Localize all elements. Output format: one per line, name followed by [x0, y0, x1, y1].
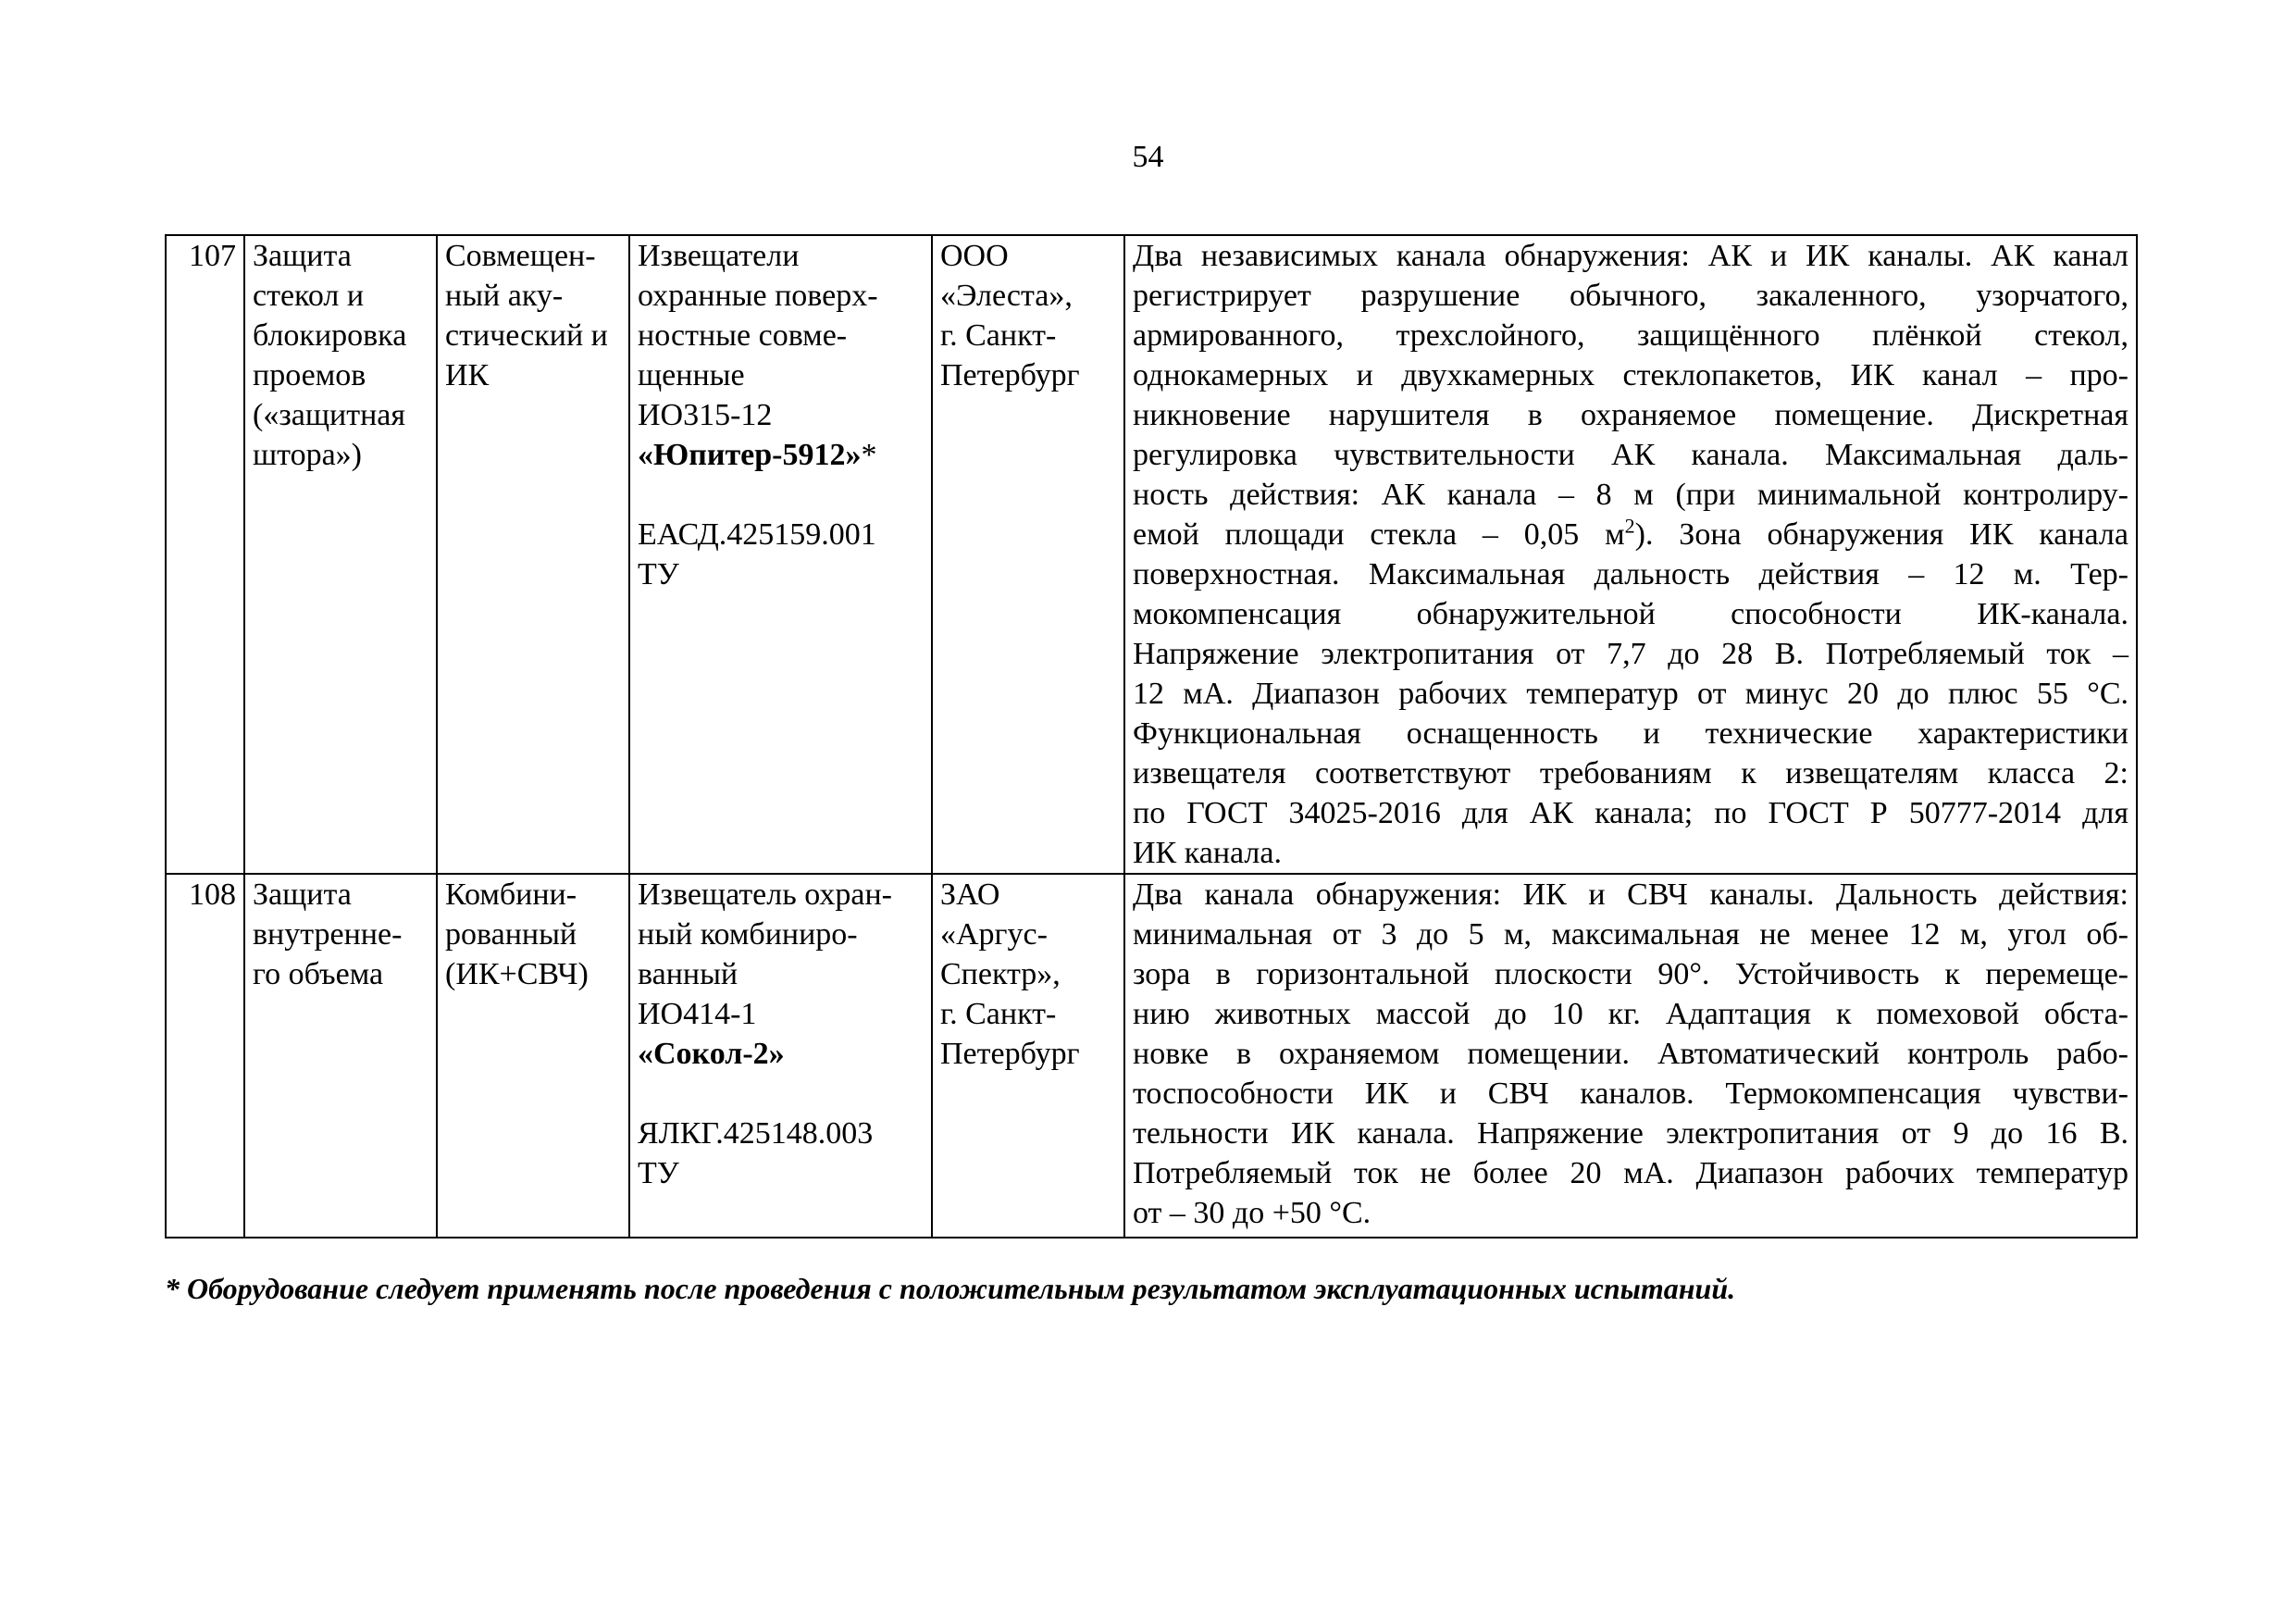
- description-line-last: от – 30 до +50 °С.: [1133, 1196, 1371, 1230]
- model-name: «Сокол-2»: [638, 1037, 785, 1071]
- description-line: 12 мА. Диапазон рабочих температур от минус 20 до плюс 55 °С.: [1133, 677, 2128, 711]
- description-line: поверхностная. Максимальная дальность действия – 12 м. Тер-: [1133, 557, 2128, 591]
- description-line: новке в охраняемом помещении. Автоматический контроль рабо-: [1133, 1037, 2128, 1071]
- maker-line: г. Санкт-: [940, 997, 1057, 1031]
- purpose-line: блокировка: [253, 318, 407, 353]
- page-number: 54: [1132, 140, 1164, 174]
- purpose-line: проемов: [253, 358, 366, 392]
- purpose-line: внутренне-: [253, 917, 403, 952]
- name-line: ванный: [638, 957, 738, 991]
- name-cell: [629, 874, 932, 1238]
- type-cell: [437, 235, 629, 874]
- table-row: [166, 235, 2137, 874]
- description-line-area: [1133, 515, 2128, 554]
- maker-line: ЗАО: [940, 877, 1000, 912]
- name-line: ИО414-1: [638, 997, 757, 1031]
- row-number: 107: [166, 235, 244, 874]
- type-line: Совмещен-: [445, 239, 596, 273]
- maker-line: Петербург: [940, 1037, 1080, 1071]
- spacer: [638, 1074, 924, 1114]
- maker-cell: [932, 235, 1124, 874]
- name-line: охранные поверх-: [638, 279, 878, 313]
- area-text: емой площади стекла – 0,05 м: [1133, 517, 1625, 552]
- name-cell: [629, 235, 932, 874]
- equipment-table: [165, 234, 2138, 1238]
- description-line: минимальная от 3 до 5 м, максимальная не менее 12 м, угол об-: [1133, 917, 2128, 952]
- maker-cell: [932, 874, 1124, 1238]
- description-line: нию животных массой до 10 кг. Адаптация к помеховой обста-: [1133, 997, 2128, 1031]
- spec-line: ЕАСД.425159.001: [638, 517, 876, 552]
- description-line: Напряжение электропитания от 7,7 до 28 В. Потребляемый ток –: [1133, 637, 2128, 671]
- model-footnote-mark: *: [861, 438, 877, 472]
- type-cell: [437, 874, 629, 1238]
- maker-line: ООО: [940, 239, 1009, 273]
- maker-line: «Аргус-: [940, 917, 1048, 952]
- purpose-line: («защитная: [253, 398, 406, 432]
- purpose-line: штора»): [253, 438, 363, 472]
- spec-line: ТУ: [638, 1156, 679, 1190]
- description-line: ность действия: АК канала – 8 м (при минимальной контролиру-: [1133, 478, 2128, 512]
- type-line: рованный: [445, 917, 577, 952]
- purpose-cell: [244, 874, 437, 1238]
- name-line: Извещатели: [638, 239, 800, 273]
- spacer: [638, 475, 924, 515]
- row-number: 108: [166, 874, 244, 1238]
- purpose-line: Защита: [253, 239, 352, 273]
- description-line-last: ИК канала.: [1133, 836, 1282, 870]
- description-cell: [1124, 874, 2137, 1238]
- type-line: стический и: [445, 318, 608, 353]
- description-line: однокамерных и двухкамерных стеклопакетов, ИК канал – про-: [1133, 358, 2128, 392]
- area-superscript: 2: [1624, 514, 1635, 538]
- description-line: Функциональная оснащенность и технические характеристики: [1133, 716, 2128, 751]
- maker-line: «Элеста»,: [940, 279, 1073, 313]
- spec-line: ЯЛКГ.425148.003: [638, 1116, 874, 1151]
- description-line: по ГОСТ 34025-2016 для АК канала; по ГОСТ Р 50777-2014 для: [1133, 796, 2128, 830]
- purpose-line: Защита: [253, 877, 352, 912]
- description-line: Два канала обнаружения: ИК и СВЧ каналы. Дальность действия:: [1133, 877, 2128, 912]
- description-line: тельности ИК канала. Напряжение электропитания от 9 до 16 В.: [1133, 1116, 2128, 1151]
- description-line: зора в горизонтальной плоскости 90°. Устойчивость к перемеще-: [1133, 957, 2128, 991]
- type-line: (ИК+СВЧ): [445, 957, 589, 991]
- spec-line: ТУ: [638, 557, 679, 591]
- maker-line: Спектр»,: [940, 957, 1061, 991]
- description-line: извещателя соответствуют требованиям к извещателям класса 2:: [1133, 756, 2128, 790]
- purpose-line: го объема: [253, 957, 384, 991]
- description-line: тоспособности ИК и СВЧ каналов. Термокомпенсация чувстви-: [1133, 1077, 2128, 1111]
- type-line: ный аку-: [445, 279, 564, 313]
- footnote: * Оборудование следует применять после проведения с положительным результатом эксплуатационных испытаний.: [165, 1272, 1736, 1305]
- type-line: ИК: [445, 358, 490, 392]
- model-name: «Юпитер-5912»: [638, 438, 862, 472]
- description-line: Два независимых канала обнаружения: АК и ИК каналы. АК канал: [1133, 239, 2128, 273]
- maker-line: Петербург: [940, 358, 1080, 392]
- description-line: армированного, трехслойного, защищённого плёнкой стекол,: [1133, 318, 2128, 353]
- purpose-cell: [244, 235, 437, 874]
- description-line: регулировка чувствительности АК канала. Максимальная даль-: [1133, 438, 2128, 472]
- name-line: ностные совме-: [638, 318, 848, 353]
- description-line: никновение нарушителя в охраняемое помещение. Дискретная: [1133, 398, 2128, 432]
- description-line: регистрирует разрушение обычного, закаленного, узорчатого,: [1133, 279, 2128, 313]
- name-line: щенные: [638, 358, 745, 392]
- maker-line: г. Санкт-: [940, 318, 1057, 353]
- name-line: ИО315-12: [638, 398, 773, 432]
- name-line: ный комбиниро-: [638, 917, 858, 952]
- description-line: мокомпенсация обнаружительной способности ИК-канала.: [1133, 597, 2128, 631]
- description-cell: [1124, 235, 2137, 874]
- description-line: Потребляемый ток не более 20 мА. Диапазон рабочих температур: [1133, 1156, 2128, 1190]
- table-row: [166, 874, 2137, 1238]
- name-line: Извещатель охран-: [638, 877, 893, 912]
- type-line: Комбини-: [445, 877, 577, 912]
- purpose-line: стекол и: [253, 279, 365, 313]
- model-line: [638, 1034, 924, 1074]
- model-line: [638, 435, 924, 475]
- area-text-end: ). Зона обнаружения ИК канала: [1634, 517, 2128, 552]
